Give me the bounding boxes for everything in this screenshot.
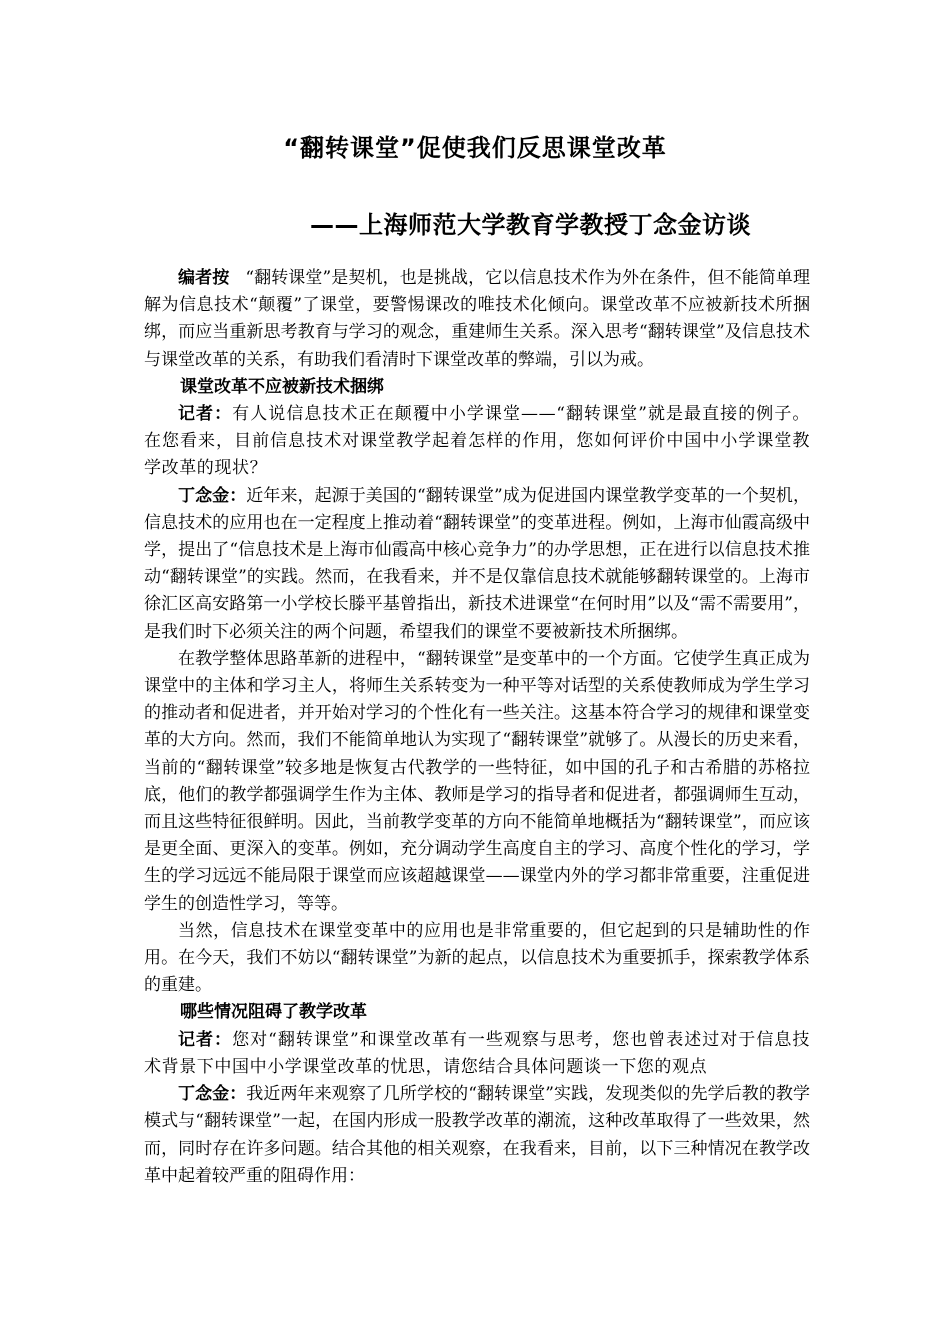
body-paragraph: 当然，信息技术在课堂变革中的应用也是非常重要的，但它起到的只是辅助性的作用。在今天，我们不妨以“翻转课堂”为新的起点，以信息技术为重要抓手，探索教学体系的重建。 <box>144 920 810 996</box>
interviewee-answer <box>144 483 810 646</box>
editor-note <box>144 265 810 374</box>
reporter-question-text: 您对“翻转课堂”和课堂改革有一些观察与思考，您也曾表述过对于信息技术背景下中国中小学课堂改革的忧思，请您结合具体问题谈一下您的观点 <box>144 1029 810 1077</box>
editor-note-label: 编者按 <box>178 268 230 288</box>
interviewee-answer <box>144 1081 810 1190</box>
reporter-question <box>144 1027 810 1081</box>
interviewee-label: 丁念金： <box>178 485 247 506</box>
section-heading: 哪些情况阻碍了教学改革 <box>180 1002 367 1023</box>
article-body <box>144 265 810 1190</box>
reporter-label: 记者： <box>178 404 233 425</box>
document-subtitle: ——上海师范大学教育学教授丁念金访谈 <box>310 211 751 239</box>
interviewee-answer-text: 近年来，起源于美国的“翻转课堂”成为促进国内课堂教学变革的一个契机，信息技术的应用也在一定程度上推动着“翻转课堂”的变革进程。例如，上海市仙霞高级中学，提出了“信息技术是上海市仙霞高中核心竞争力”的办学思想，正在进行以信息技术推动“翻转课堂”的实践。然而，在我看来，并不是仅靠信息技术就能够翻转课堂的。上海市徐汇区高安路第一小学校长滕平基曾指出，新技术进课堂“在何时用”以及“需不需要用”，是我们时下必须关注的两个问题，希望我们的课堂不要被新技术所捆绑。 <box>144 485 811 642</box>
interviewee-answer-text: 我近两年来观察了几所学校的“翻转课堂”实践，发现类似的先学后教的教学模式与“翻转课堂”一起，在国内形成一股教学改革的潮流，这种改革取得了一些效果，然而，同时存在许多问题。结合其他的相关观察，在我看来，目前，以下三种情况在教学改革中起着较严重的阻碍作用： <box>144 1084 811 1186</box>
reporter-question-text: 有人说信息技术正在颠覆中小学课堂——“翻转课堂”就是最直接的例子。在您看来，目前信息技术对课堂教学起着怎样的作用，您如何评价中国中小学课堂教学改革的现状？ <box>144 404 810 479</box>
reporter-question <box>144 401 810 483</box>
interviewee-label: 丁念金： <box>178 1084 247 1105</box>
reporter-label: 记者： <box>178 1029 233 1050</box>
document-title: “翻转课堂”促使我们反思课堂改革 <box>283 134 667 162</box>
editor-note-text: “翻转课堂”是契机，也是挑战，它以信息技术作为外在条件，但不能简单理解为信息技术“颠覆”了课堂，要警惕课改的唯技术化倾向。课堂改革不应被新技术所捆绑，而应当重新思考教育与学习的观念，重建师生关系。深入思考“翻转课堂”及信息技术与课堂改革的关系，有助我们看清时下课堂改革的弊端，引以为戒。 <box>144 268 811 370</box>
body-paragraph: 在教学整体思路革新的进程中，“翻转课堂”是变革中的一个方面。它使学生真正成为课堂中的主体和学习主人，将师生关系转变为一种平等对话型的关系使教师成为学生学习的推动者和促进者，并开始对学习的个性化有一些关注。这基本符合学习的规律和课堂变革的大方向。然而，我们不能简单地认为实现了“翻转课堂”就够了。从漫长的历史来看，当前的“翻转课堂”较多地是恢复古代教学的一些特征，如中国的孔子和古希腊的苏格拉底，他们的教学都强调学生作为主体、教师是学习的指导者和促进者，都强调师生互动，而且这些特征很鲜明。因此，当前教学变革的方向不能简单地概括为“翻转课堂”，而应该是更全面、更深入的变革。例如，充分调动学生高度自主的学习、高度个性化的学习，学生的学习远远不能局限于课堂而应该超越课堂——课堂内外的学习都非常重要，注重促进学生的创造性学习，等等。 <box>144 648 810 914</box>
section-heading: 课堂改革不应被新技术捆绑 <box>180 376 384 397</box>
